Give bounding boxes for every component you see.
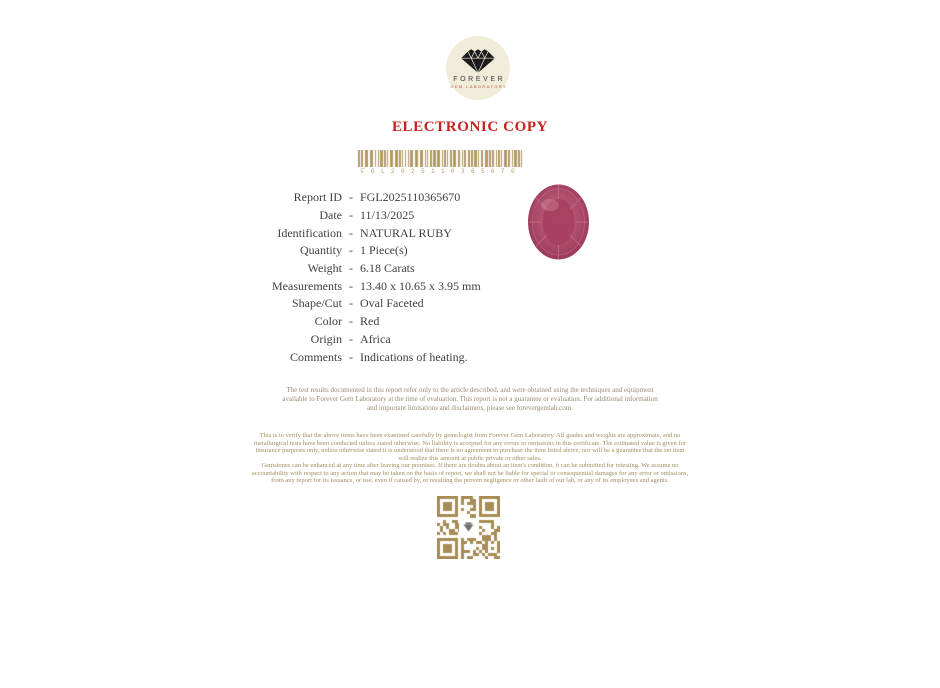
table-row <box>140 189 481 207</box>
disclaimer-paragraph-2: This is to verify that the above items have been examined carefully by gemologist from Forever Gem Laboratory. All grades and weights are approximate, and no metallurgical tests have been conducted unless stated otherwise. No liability is accepted for any errors or omissions in this certificate. The estimated value is given for insurance purposes only, unless otherwise stated it is understood that there is no agreement to purchase the item listed above, nor will be a guarantee that the set item will realize this amount at public private or other sales. <box>253 432 687 462</box>
field-value: NATURAL RUBY <box>360 225 452 240</box>
field-separator: - <box>349 349 353 364</box>
field-label: Date <box>319 208 342 223</box>
field-label: Weight <box>307 261 342 276</box>
table-row <box>140 224 481 242</box>
disclaimer-paragraph-1: The test results documented in this report refer only to the article described, and were obtained using the techniques and equipment available to Forever Gem Laboratory at the time of evaluation. This report is not a guarantee or evaluation. For additional information and important limitations and disclaimers, please see forevergemlab.com. <box>282 386 658 412</box>
table-row <box>140 277 481 295</box>
field-separator: - <box>349 208 353 223</box>
ruby-photo <box>527 183 590 261</box>
field-label: Shape/Cut <box>292 296 342 311</box>
field-value: 1 Piece(s) <box>360 243 408 258</box>
field-separator: - <box>349 225 353 240</box>
report-barcode <box>357 150 525 175</box>
electronic-copy-heading: ELECTRONIC COPY <box>391 119 549 135</box>
table-row <box>140 348 481 366</box>
field-separator: - <box>349 314 353 329</box>
table-row <box>140 260 481 278</box>
field-label: Report ID <box>293 190 342 205</box>
qr-code-image <box>437 496 500 559</box>
field-separator: - <box>349 261 353 276</box>
field-separator: - <box>349 296 353 311</box>
field-label: Quantity <box>300 243 342 258</box>
field-value: Oval Faceted <box>360 296 424 311</box>
barcode-number: FGL2025110365670 <box>361 168 522 175</box>
field-value: Indications of heating. <box>360 349 468 364</box>
diamond-icon <box>460 48 496 74</box>
field-separator: - <box>349 331 353 346</box>
field-label: Identification <box>277 225 342 240</box>
disclaimer-paragraph-3: Gemstones can be enhanced at any time after leaving our premises. If there are doubts about an item's condition, it can be submitted for retesting. We assume no accountability with respect to any action that may be taken on the basis of report, we shall not be liable for special or consequential damages for any error or omissions, from any report for its issuance, or use, even if caused by, or resulting the proven negligence or other fault of our lab, or any of its employees and agents. <box>251 462 689 485</box>
field-label: Color <box>314 314 342 329</box>
lab-logo-badge <box>446 36 510 100</box>
lab-logo-subtitle: GEM LABORATORY <box>450 83 508 89</box>
field-value: 6.18 Carats <box>360 261 415 276</box>
field-separator: - <box>349 190 353 205</box>
field-label: Measurements <box>272 278 342 293</box>
table-row <box>140 295 481 313</box>
lab-logo-name: FOREVER <box>453 75 506 83</box>
report-fields-table <box>140 189 481 366</box>
table-row <box>140 207 481 225</box>
field-value: FGL2025110365670 <box>360 190 461 205</box>
table-row <box>140 331 481 349</box>
table-row <box>140 242 481 260</box>
barcode-bars-image <box>357 150 523 167</box>
field-separator: - <box>349 278 353 293</box>
field-value: Red <box>360 314 380 329</box>
field-label: Origin <box>310 331 342 346</box>
field-label: Comments <box>289 349 342 364</box>
field-value: 13.40 x 10.65 x 3.95 mm <box>360 278 481 293</box>
field-value: 11/13/2025 <box>360 208 415 223</box>
field-separator: - <box>349 243 353 258</box>
field-value: Africa <box>360 331 391 346</box>
table-row <box>140 313 481 331</box>
